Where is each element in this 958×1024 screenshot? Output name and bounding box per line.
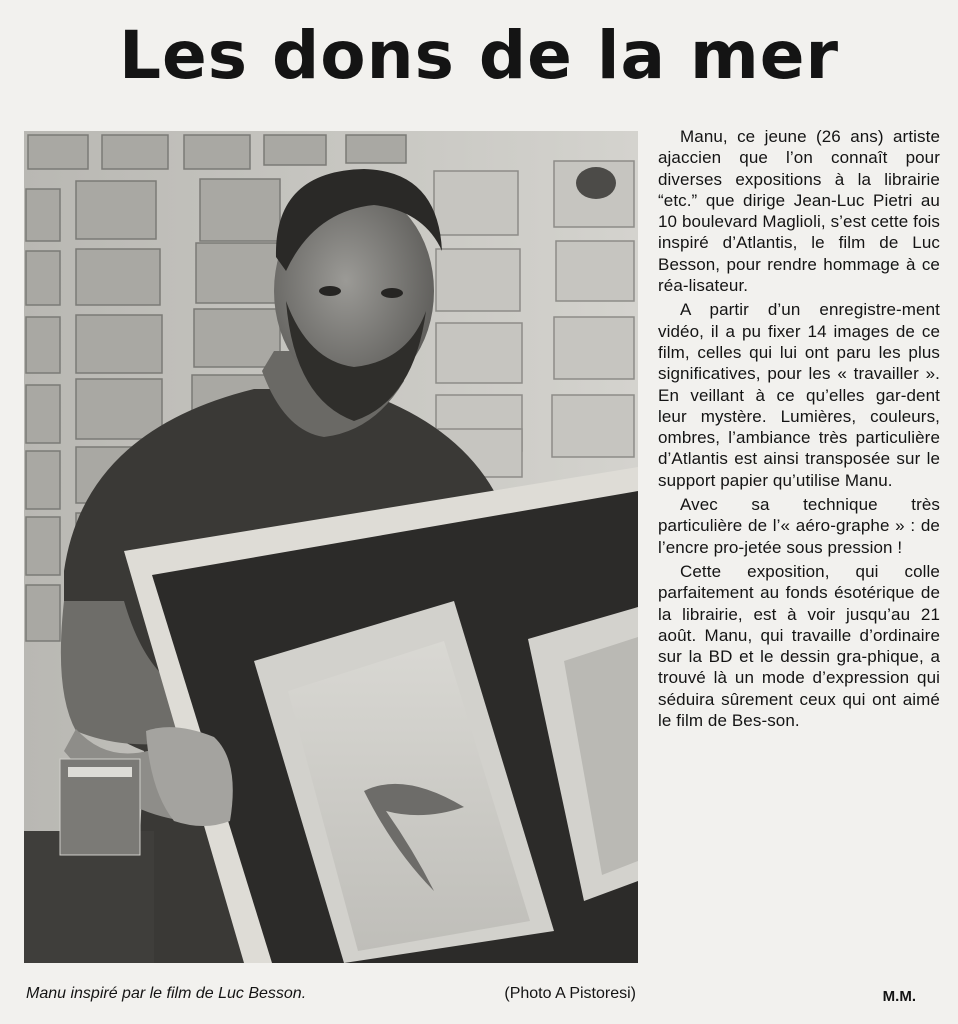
- photo-credit: (Photo A Pistoresi): [504, 985, 636, 1002]
- headline: Les dons de la mer: [118, 17, 840, 94]
- photo-icon: [24, 131, 638, 963]
- article-photo: [24, 131, 638, 963]
- caption-text: Manu inspiré par le film de Luc Besson.: [26, 985, 307, 1002]
- paragraph-4: Cette exposition, qui colle parfaitement au fonds ésotérique de la librairie, est à voir jusqu’au 21 août. Manu, qui travaille d’ordinaire sur la BD et le dessin gra-phique, a trouvé là un mode d’expression qui séduira sûrement ceux qui ont aimé le film de Bes-son.: [658, 561, 940, 731]
- author-signature: M.M.: [882, 988, 916, 1005]
- photo-caption: [26, 984, 638, 1004]
- paragraph-1: Manu, ce jeune (26 ans) artiste ajaccien que l’on connaît pour diverses expositions à la librairie “etc.” que dirige Jean-Luc Pietri au 10 boulevard Maglioli, s’est cette fois inspiré d’Atlantis, le film de Luc Besson, pour rendre hommage à ce réa-lisateur.: [658, 127, 940, 296]
- paragraph-3: Avec sa technique très particulière de l’« aéro-graphe » : de l’encre pro-jetée sous pression !: [658, 495, 940, 557]
- paragraph-2: A partir d’un enregistre-ment vidéo, il a pu fixer 14 images de ce film, celles qui lui ont paru les plus significatives, pour les « travailler ». En veillant à ce qu’elles gar-dent leur mystère. Lumières, couleurs, ombres, l’ambiance très particulière d’Atlantis est ainsi transposée sur le support papier qu’utilise Manu.: [658, 300, 940, 490]
- article-body: [658, 126, 940, 734]
